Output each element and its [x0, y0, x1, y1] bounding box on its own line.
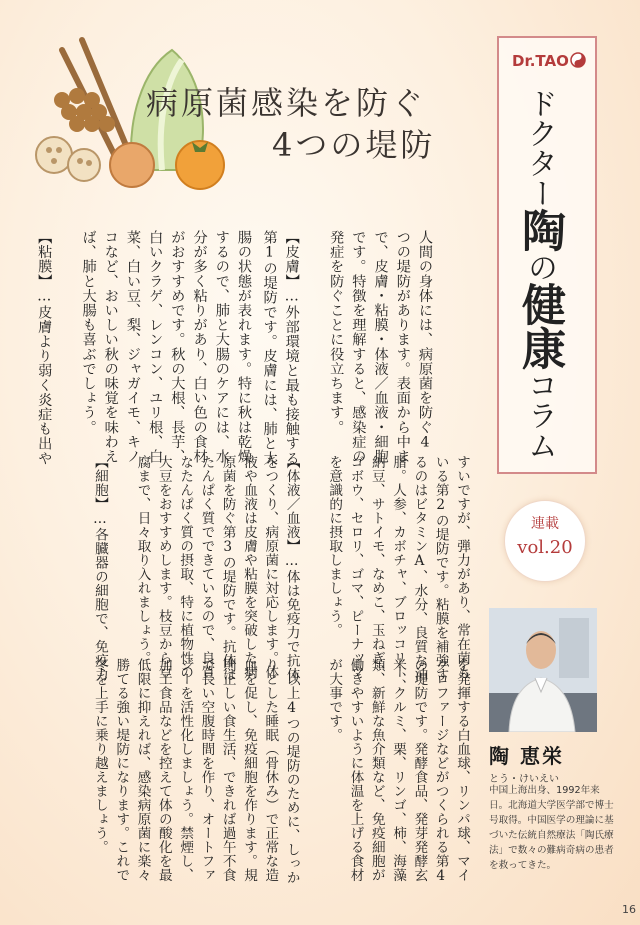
- column-title-b: 陶: [514, 208, 565, 252]
- author-bio: 中国上海出身、1992年来日。北海道大学医学部で博士号取得。中国医学の理論に基づいた伝統自然療法「陶氏療法」で数々の難病奇病の患者を救ってきた。: [489, 785, 614, 871]
- column-title-e: コラム: [522, 370, 557, 460]
- author-name-reading: とう・けいえい: [489, 774, 559, 785]
- article-title-line2: 4つの堤防: [272, 126, 436, 164]
- article-title-line1: 病原菌感染を防ぐ: [146, 84, 427, 122]
- column-title-d: 健康: [514, 282, 565, 370]
- column-title: [513, 88, 565, 460]
- page-number: 16: [622, 903, 636, 916]
- body-text-block-1: 人間の身体には、病原菌を防ぐ4 つの堤防があります。表面から中ま で、皮膚・粘膜・体液／血液・細胞 です。特徴を理解すると、感染症の 発症を防ぐことに役立ちます。 【皮膚】…外部環境と最も接触する 第1の堤防です。皮膚には、肺と大: [261, 230, 433, 466]
- series-volume: vol.20: [517, 537, 573, 558]
- column-title-a: ドクター: [522, 88, 557, 208]
- series-label: 連載: [531, 516, 559, 532]
- body-text-block-4: を発揮する白血球、リンパ球、マイ クロファージなどがつくられる第4 の堤防です。発酵食品、発芽発酵玄 米、クルミ、栗、リンゴ、柿、海藻 類、新鮮な魚介類など、免疫細胞が 働きやすいように体温を上げる食材 が大事です。 以上4つの堤防のために、しっか りとした睡眠（骨休み）で正常な造 血を促し、免疫細胞を作ります。規 則正しい食生活、できれば過午不食 で長い空腹時間を作り、オートファ ジーを活性化しましょう。禁煙し、 加工食品などを控えて体の酸化を最 低限に抑えれば、感染病原菌に楽々 勝てる強い堤防になります。これで 冬を上手に乗り越えましょう。: [91, 658, 470, 885]
- brand-label: Dr.TAO: [512, 52, 569, 70]
- body-text-block-2: 腸の状態が表れます。特に秋は乾燥 するので、肺と大腸のケアには、水 分が多く粘りがあり、白い色の食材 がおすすめです。秋の大根、長芋、 白いクラゲ、レンコン、ユリ根、白 菜、白い豆、梨、ジャガイモ、キノ コなど、おいしい秋の味覚を味わえ ば、肺と大腸も喜ぶでしょう。 【粘膜】…皮膚より弱く炎症も出や: [36, 230, 252, 466]
- body-text-block-3: すいですが、弾力があり、常在菌も いる第2の堤防です。粘膜を補強す るのはビタミンA、水分、良質な油 脂。人参、カボチャ、ブロッコリー、 納豆、サトイモ、なめこ、玉ねぎ、 ゴボウ、セロリ、ゴマ、ピーナッツ を意識的に摂取しましょう。 【体液／血液】…体は免疫力で抗体 をつくり、病原菌に対応します。体 液や血液は皮膚や粘膜を突破した病 原菌を防ぐ第3の堤防です。抗体は たんぱく質でできているので、良質 なたんぱく質の摂取、特に植物性の 大豆をおすすめします。枝豆から豆 腐まで、日々取り入れましょう。 【細胞】…各臓器の細胞で、免疫力: [91, 455, 470, 693]
- author-name: 陶 恵栄: [489, 744, 564, 768]
- yin-yang-icon: [570, 52, 586, 68]
- series-badge: [504, 500, 586, 582]
- author-photo: [489, 608, 597, 732]
- column-title-c: の: [522, 252, 557, 282]
